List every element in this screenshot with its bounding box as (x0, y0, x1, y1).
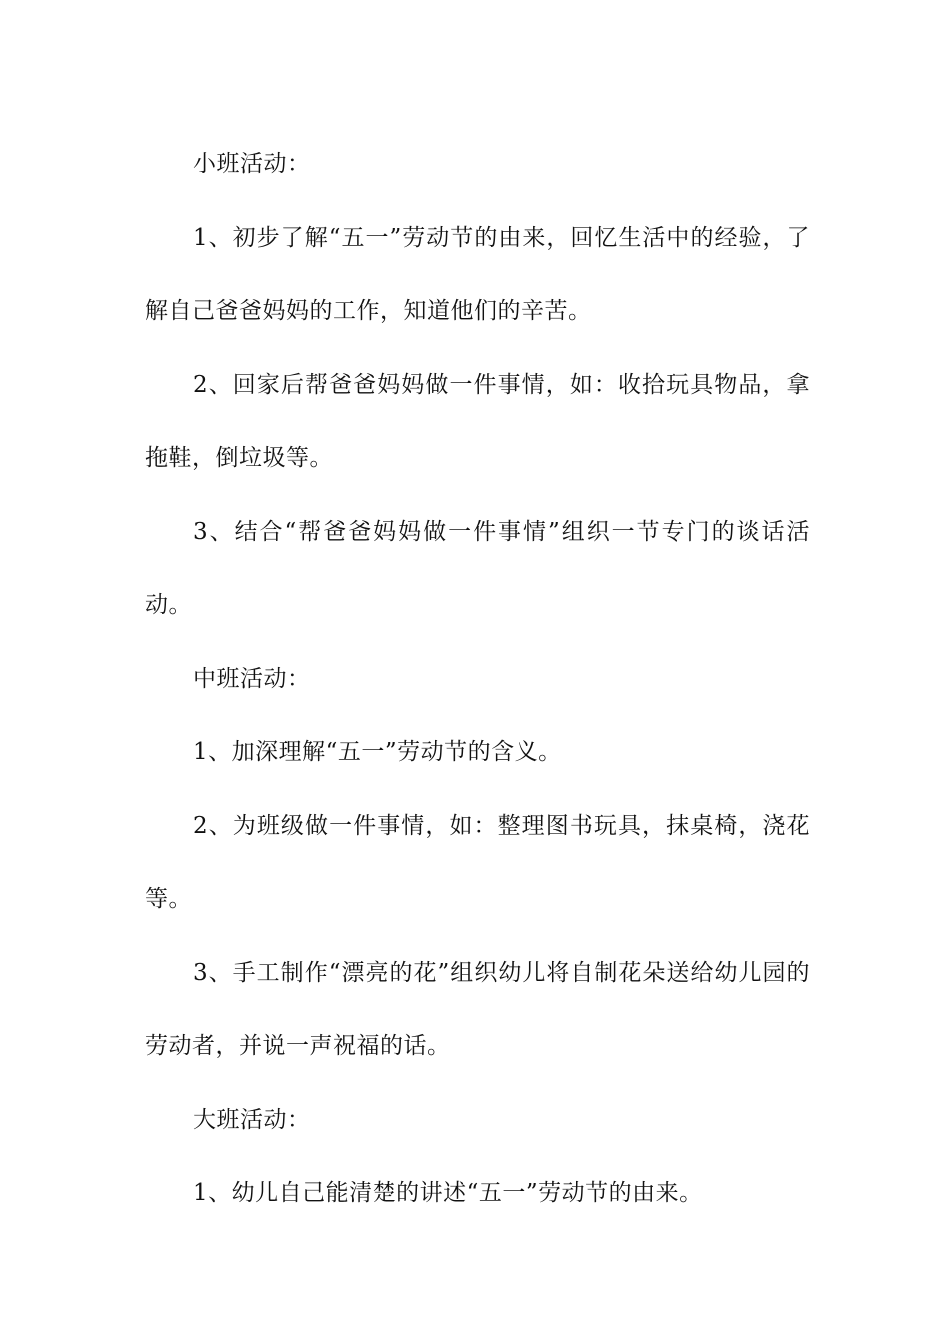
paragraph-small-class-item-2: 2、回家后帮爸爸妈妈做一件事情，如：收拾玩具物品，拿拖鞋，倒垃圾等。 (145, 371, 810, 471)
paragraph-middle-class-item-2: 2、为班级做一件事情，如：整理图书玩具，抹桌椅，浇花等。 (145, 812, 810, 912)
paragraph-large-class-item-1: 1、幼儿自己能清楚的讲述“五一”劳动节的由来。 (193, 1180, 703, 1206)
paragraph-middle-class-item-1: 1、加深理解“五一”劳动节的含义。 (193, 739, 562, 765)
paragraph-middle-class-item-3: 3、手工制作“漂亮的花”组织幼儿将自制花朵送给幼儿园的劳动者，并说一声祝福的话。 (145, 959, 810, 1059)
document-body (145, 128, 810, 1231)
paragraph-small-class-item-1: 1、初步了解“五一”劳动节的由来，回忆生活中的经验，了解自己爸爸妈妈的工作，知道他们的辛苦。 (145, 224, 810, 324)
paragraph-small-class-item-3: 3、结合“帮爸爸妈妈做一件事情”组织一节专门的谈话活动。 (145, 518, 810, 618)
section-heading-small-class: 小班活动： (193, 151, 311, 177)
section-heading-middle-class: 中班活动： (193, 665, 311, 692)
section-heading-large-class: 大班活动： (193, 1106, 311, 1133)
